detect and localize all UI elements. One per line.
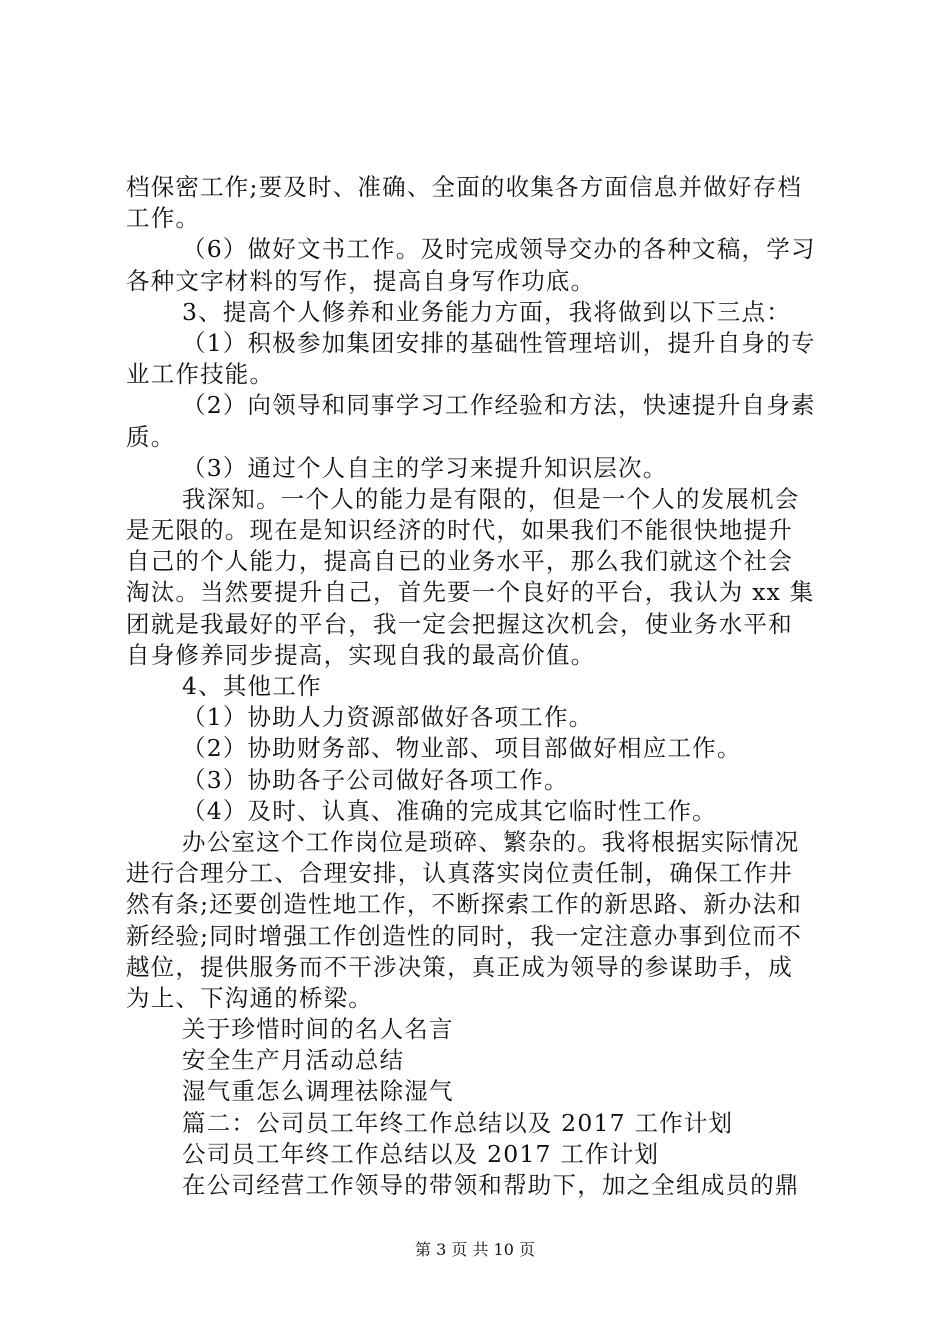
text-line: 自身修养同步提高，实现自我的最高价值。 (126, 640, 596, 669)
text-line: 是无限的。现在是知识经济的时代，如果我们不能很快地提升 (126, 516, 793, 545)
text-line: 在公司经营工作领导的带领和帮助下，加之全组成员的鼎 (182, 1171, 800, 1199)
text-line: 质。 (126, 422, 176, 451)
text-line: 新经验;同时增强工作创造性的同时，我一定注意办事到位而不 (126, 921, 803, 950)
text-line: 越位，提供服务而不干涉决策，真正成为领导的参谋助手，成 (126, 952, 793, 981)
text-line: 各种文字材料的写作，提高自身写作功底。 (126, 266, 596, 295)
text-line: （4）及时、认真、准确的完成其它临时性工作。 (182, 796, 717, 825)
text-line: （1）协助人力资源部做好各项工作。 (182, 703, 594, 732)
related-title: 关于珍惜时间的名人名言 (182, 1015, 454, 1044)
section-heading: 4、其他工作 (182, 672, 322, 700)
text-line: （6）做好文书工作。及时完成领导交办的各种文稿，学习 (182, 235, 816, 264)
page-number-footer: 第 3 页 共 10 页 (415, 1240, 535, 1259)
related-title: 安全生产月活动总结 (182, 1046, 405, 1075)
text-line: 淘汰。当然要提升自己，首先要一个良好的平台，我认为 xx 集 (126, 578, 815, 607)
related-title: 湿气重怎么调理祛除湿气 (182, 1077, 454, 1106)
text-line: 自己的个人能力，提高自已的业务水平，那么我们就这个社会 (126, 547, 793, 576)
text-line: （2）向领导和同事学习工作经验和方法，快速提升自身素 (182, 391, 816, 420)
section-heading: 篇二：公司员工年终工作总结以及 2017 工作计划 (182, 1108, 734, 1137)
text-line: （1）积极参加集团安排的基础性管理培训，提升自身的专 (182, 328, 816, 357)
section-heading: 3、提高个人修养和业务能力方面，我将做到以下三点： (182, 297, 791, 326)
text-line: 我深知。一个人的能力是有限的，但是一个人的发展机会 (182, 484, 800, 513)
text-line: 工作。 (126, 204, 201, 233)
text-line: 进行合理分工、合理安排，认真落实岗位责任制，确保工作井 (126, 859, 793, 888)
section-heading: 公司员工年终工作总结以及 2017 工作计划 (182, 1139, 660, 1168)
text-line: 然有条;还要创造性地工作，不断探索工作的新思路、新办法和 (126, 890, 803, 919)
text-line: 办公室这个工作岗位是琐碎、繁杂的。我将根据实际情况 (182, 827, 800, 856)
text-line: 档保密工作;要及时、准确、全面的收集各方面信息并做好存档 (126, 173, 803, 201)
text-line: 业工作技能。 (126, 360, 275, 389)
text-line: （2）协助财务部、物业部、项目部做好相应工作。 (182, 734, 742, 763)
text-line: 团就是我最好的平台，我一定会把握这次机会，使业务水平和 (126, 609, 793, 638)
text-line: （3）协助各子公司做好各项工作。 (182, 765, 569, 794)
text-line: （3）通过个人自主的学习来提升知识层次。 (182, 453, 668, 482)
document-body (126, 172, 832, 1201)
text-line: 为上、下沟通的桥梁。 (126, 983, 373, 1012)
